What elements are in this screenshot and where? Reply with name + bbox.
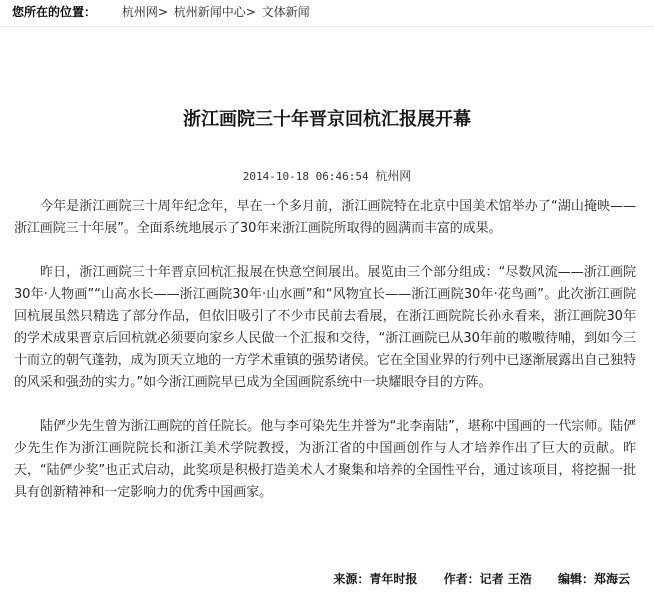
footer-source: 来源：青年时报 [333,572,418,586]
breadcrumb-separator: > [157,5,168,19]
publish-source: 杭州网 [375,169,412,183]
article-meta [0,169,654,184]
breadcrumb-link-hangzhou[interactable]: 杭州网 [121,5,158,19]
article-paragraph: 昨日，浙江画院三十年晋京回杭汇报展在快意空间展出。展览由三个部分组成：“尽数风流——浙江画院30年·人物画”“山高水长——浙江画院30年·山水画”和“风物宜长——浙江画院30年·花鸟画”。此次浙江画院回杭展虽然只精选了部分作品，但依旧吸引了不少市民前去看展，在浙江画院院长孙永看来，浙江画院30年的学术成果晋京后回杭就必须要向家乡人民做一个汇报和交待，“浙江画院已从30年前的嗷嗷待哺，到如今三十而立的朝气蓬勃，成为顶天立地的一方学术重镇的强势诸侯。它在全国业界的行列中已逐渐展露出自己独特的风采和强劲的实力。”如今浙江画院早已成为全国画院系统中一块耀眼夺目的方阵。 [14,265,636,390]
footer-author: 作者：记者 王浩 [443,572,532,586]
article-title: 浙江画院三十年晋京回杭汇报展开幕 [183,109,471,131]
breadcrumb-divider [0,26,654,27]
breadcrumb-separator: > [245,5,256,19]
article-footer [333,570,630,588]
article-body [14,196,636,526]
breadcrumb-link-culture-sports[interactable]: 文体新闻 [261,5,310,19]
breadcrumb-label: 您所在的位置： [12,5,97,19]
footer-editor: 编辑：郑海云 [557,572,630,586]
breadcrumb-link-news-center[interactable]: 杭州新闻中心 [173,5,246,19]
article-paragraph: 今年是浙江画院三十周年纪念年，早在一个多月前，浙江画院特在北京中国美术馆举办了“湖山掩映——浙江画院三十年展”。全面系统地展示了30年来浙江画院所取得的圆满而丰富的成果。 [14,199,636,236]
publish-datetime: 2014-10-18 06:46:54 [242,170,369,183]
article-paragraph: 陆俨少先生曾为浙江画院的首任院长。他与李可染先生并誉为“北李南陆”，堪称中国画的一代宗师。陆俨少先生作为浙江画院院长和浙江美术学院教授，为浙江省的中国画创作与人才培养作出了巨大的贡献。昨天，“陆俨少奖”也正式启动，此奖项是积极打造美术人才聚集和培养的全国性平台，通过该项目，将挖掘一批具有创新精神和一定影响力的优秀中国画家。 [14,419,636,500]
breadcrumb [12,4,642,20]
breadcrumb-links [122,5,310,19]
